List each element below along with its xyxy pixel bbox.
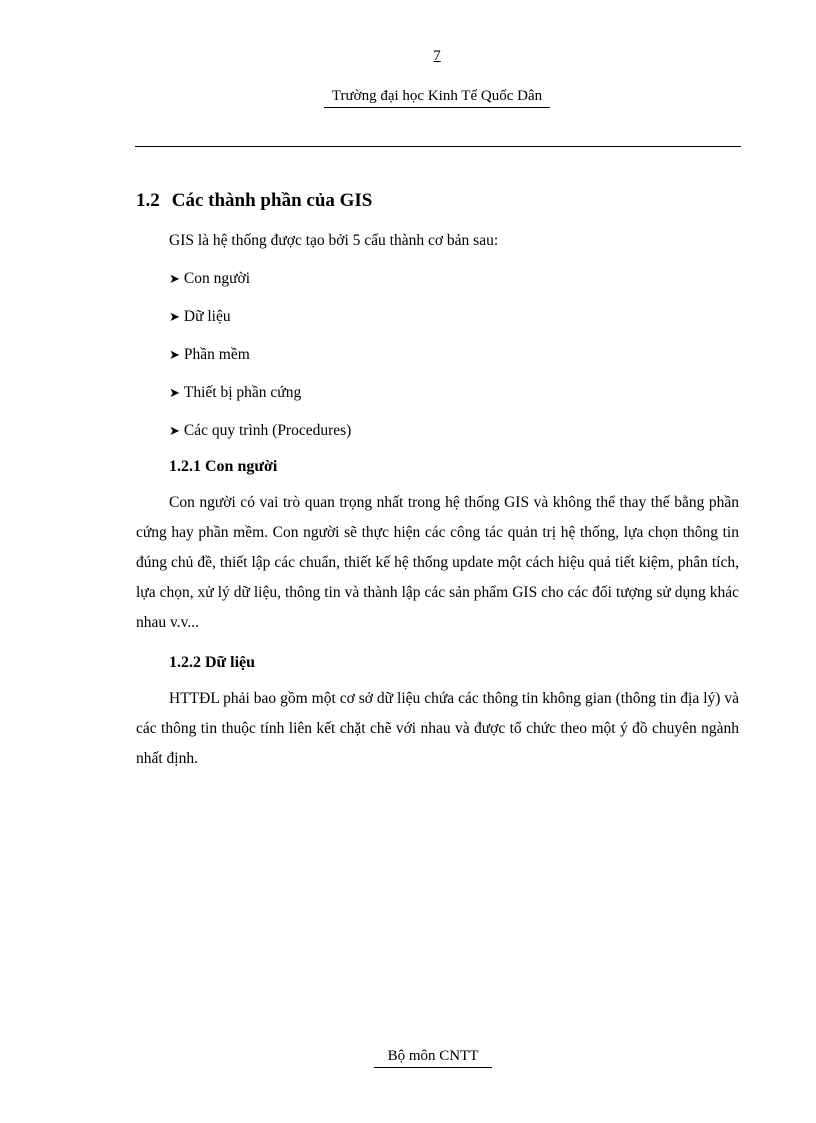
- arrowhead-icon: ➤: [169, 309, 180, 324]
- paragraph-du-lieu: HTTĐL phải bao gồm một cơ sở dữ liệu chứa các thông tin không gian (thông tin địa lý) và các thông tin thuộc tính liên kết chặt chẽ với nhau và được tổ chức theo một ý đồ chuyên ngành nhất định.: [136, 690, 739, 767]
- page-footer: [0, 1048, 816, 1068]
- section-number: 1.2: [136, 190, 160, 211]
- footer-text: Bộ môn CNTT: [374, 1048, 493, 1068]
- arrowhead-icon: ➤: [169, 271, 180, 286]
- arrowhead-icon: ➤: [169, 347, 180, 362]
- arrowhead-icon: ➤: [169, 385, 180, 400]
- list-item-label: Các quy trình (Procedures): [183, 422, 352, 439]
- subsection-heading-du-lieu: 1.2.2 Dữ liệu: [169, 654, 256, 671]
- header-title-text: Trường đại học Kinh Tế Quốc Dân: [324, 88, 550, 108]
- page-content: [136, 188, 739, 786]
- list-item-label: Thiết bị phần cứng: [183, 384, 302, 401]
- component-list: [136, 264, 739, 446]
- header-title: [0, 88, 816, 108]
- section-intro: GIS là hệ thống được tạo bởi 5 cấu thành cơ bản sau:: [169, 232, 499, 249]
- section-title: Các thành phần của GIS: [171, 190, 373, 211]
- arrowhead-icon: ➤: [169, 423, 180, 438]
- list-item: [169, 416, 739, 446]
- list-item: [169, 378, 739, 408]
- list-item: [169, 340, 739, 370]
- paragraph-con-nguoi: Con người có vai trò quan trọng nhất trong hệ thống GIS và không thể thay thế bằng phần cứng hay phần mềm. Con người sẽ thực hiện các công tác quản trị hệ thống, lựa chọn thông tin đúng chủ đề, thiết lập các chuẩn, thiết kế hệ thống update một cách hiệu quả tiết kiệm, phân tích, lựa chọn, xử lý dữ liệu, thông tin và thành lập các sản phẩm GIS cho các đối tượng sử dụng khác nhau v.v...: [136, 494, 739, 631]
- header-divider: [135, 146, 741, 147]
- list-item: [169, 302, 739, 332]
- section-heading: [136, 188, 739, 214]
- list-item-label: Dữ liệu: [183, 308, 231, 325]
- list-item-label: Con người: [183, 270, 251, 287]
- subsection-heading-con-nguoi: 1.2.1 Con người: [169, 458, 278, 475]
- page-number: 7: [433, 48, 441, 64]
- list-item-label: Phần mềm: [183, 346, 250, 363]
- list-item: [169, 264, 739, 294]
